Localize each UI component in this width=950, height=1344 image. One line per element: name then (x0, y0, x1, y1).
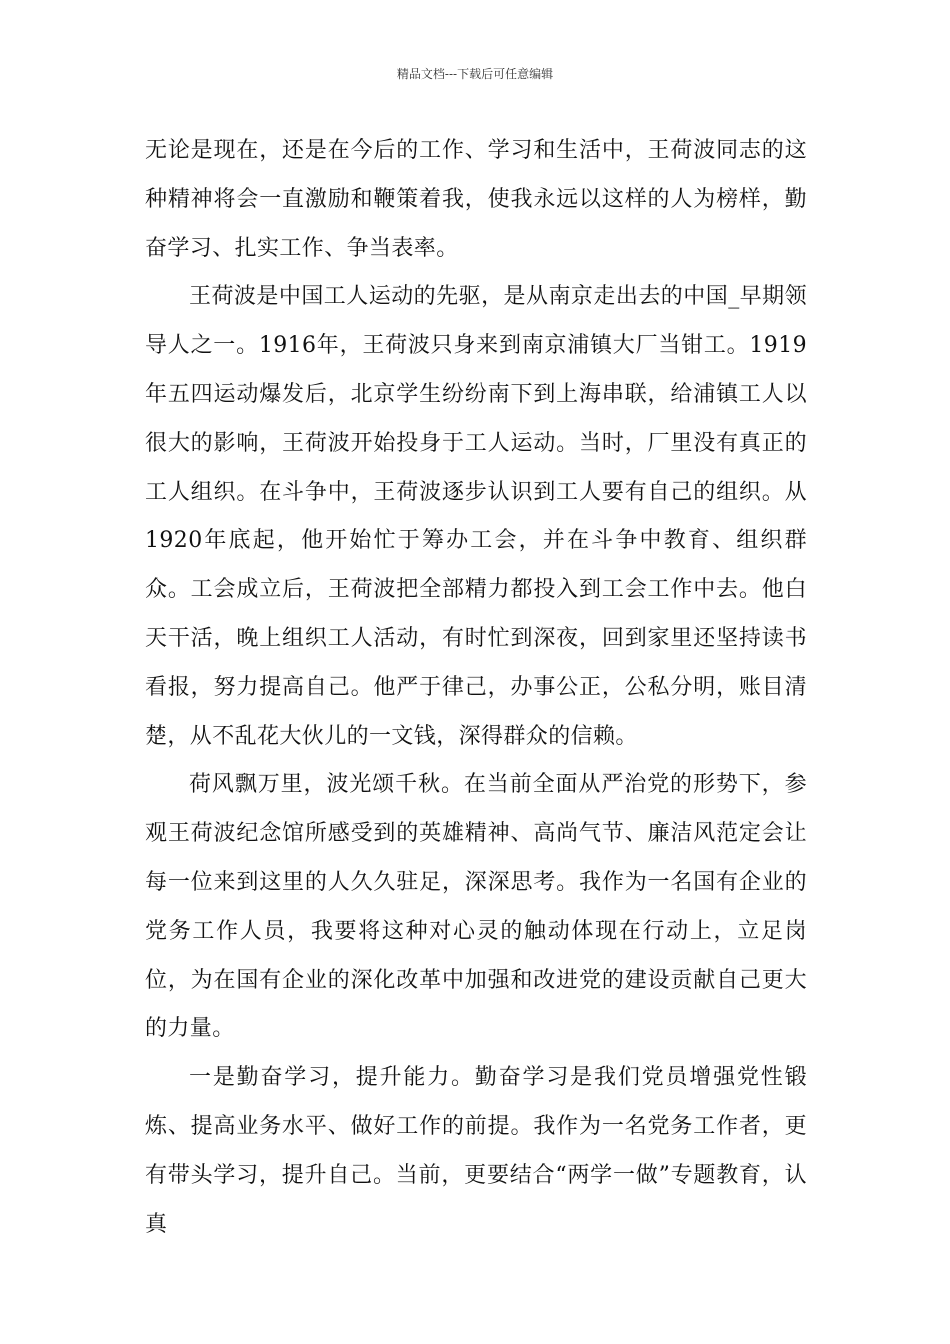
page-header: 精品文档---下载后可任意编辑 (396, 67, 554, 81)
paragraph-4: 一是勤奋学习，提升能力。勤奋学习是我们党员增强党性锻炼、提高业务水平、做好工作的前提。我作为一名党务工作者，更有带头学习，提升自己。当前，更要结合“两学一做”专题教育，认真 (145, 1065, 807, 1237)
paragraph-2: 王荷波是中国工人运动的先驱，是从南京走出去的中国_早期领导人之一。1916年，王荷波只身来到南京浦镇大厂当钳工。1919年五四运动爆发后，北京学生纷纷南下到上海串联，给浦镇工人以很大的影响，王荷波开始投身于工人运动。当时，厂里没有真正的工人组织。在斗争中，王荷波逐步认识到工人要有自己的组织。从1920年底起，他开始忙于筹办工会，并在斗争中教育、组织群众。工会成立后，王荷波把全部精力都投入到工会工作中去。他白天干活，晚上组织工人活动，有时忙到深夜，回到家里还坚持读书看报，努力提高自己。他严于律己，办事公正，公私分明，账目清楚，从不乱花大伙儿的一文钱，深得群众的信赖。 (145, 284, 807, 749)
paragraph-1: 无论是现在，还是在今后的工作、学习和生活中，王荷波同志的这种精神将会一直激励和鞭策着我，使我永远以这样的人为榜样，勤奋学习、扎实工作、争当表率。 (145, 138, 807, 261)
document-body (145, 127, 807, 1249)
paragraph-3: 荷风飘万里，波光颂千秋。在当前全面从严治党的形势下，参观王荷波纪念馆所感受到的英雄精神、高尚气节、廉洁风范定会让每一位来到这里的人久久驻足，深深思考。我作为一名国有企业的党务工作人员，我要将这种对心灵的触动体现在行动上，立足岗位，为在国有企业的深化改革中加强和改进党的建设贡献自己更大的力量。 (145, 772, 807, 1042)
